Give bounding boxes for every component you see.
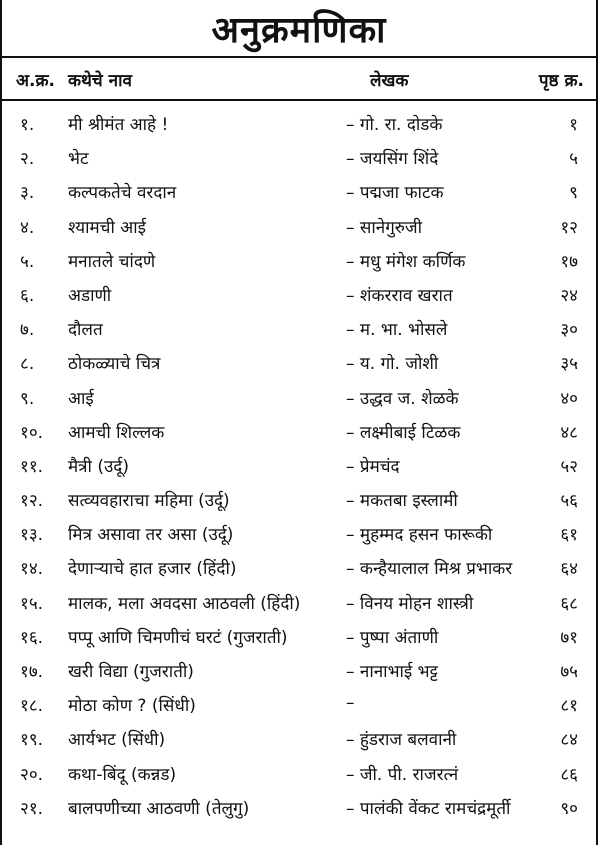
entry-title: अडाणी (68, 285, 112, 306)
entry-page: ३५ (560, 354, 578, 375)
entry-number: १२. (20, 491, 44, 512)
entry-title: मालक, मला अवदसा आठवली (हिंदी) (68, 593, 301, 614)
entry-author: – मुहम्मद हसन फारूकी (346, 525, 493, 546)
table-row (2, 454, 596, 488)
entry-title: पप्पू आणि चिमणीचं घरटं (गुजराती) (68, 627, 288, 648)
entry-author: – जयसिंग शिंदे (346, 149, 439, 170)
entry-number: २. (20, 149, 35, 170)
entry-number: ८. (20, 354, 35, 375)
entry-page: ९ (569, 183, 578, 204)
entry-author: – (346, 693, 355, 714)
table-row (2, 762, 596, 796)
entry-title: मित्र असावा तर असा (उर्दू) (68, 525, 234, 546)
entry-page: ९० (560, 798, 578, 819)
entry-number: १५. (20, 593, 44, 614)
entry-title: मोठा कोण ? (सिंधी) (68, 696, 196, 717)
header-author: लेखक (370, 71, 409, 91)
entry-title: खरी विद्या (गुजराती) (68, 662, 194, 682)
table-row (2, 556, 596, 590)
entry-number: १६. (20, 627, 44, 648)
entry-title: सत्व्यवहाराचा महिमा (उर्दू) (68, 491, 230, 512)
entry-number: १८. (20, 696, 44, 717)
entry-author: – सानेगुरुजी (346, 217, 422, 238)
entry-author: – य. गो. जोशी (346, 354, 439, 375)
entry-number: ९. (20, 388, 35, 409)
title-divider (2, 56, 596, 58)
entry-page: ८१ (560, 696, 578, 717)
entry-page: ५६ (560, 491, 578, 512)
entry-page: ३० (560, 320, 578, 341)
table-row (2, 215, 596, 249)
header-page: पृष्ठ क्र. (538, 71, 584, 91)
entry-page: ६८ (560, 593, 578, 614)
table-row (2, 146, 596, 180)
table-row (2, 727, 596, 761)
table-row (2, 591, 596, 625)
entry-number: ११. (20, 456, 44, 477)
entry-title: भेट (68, 149, 89, 170)
entry-title: आई (68, 388, 94, 409)
entry-author: – लक्ष्मीबाई टिळक (346, 422, 461, 443)
entry-author: – मकतबा इस्लामी (346, 491, 458, 512)
entry-number: १०. (20, 422, 44, 443)
table-row (2, 180, 596, 214)
entry-page: ६४ (560, 559, 578, 580)
entry-title: मनातले चांदणे (68, 251, 156, 272)
entry-page: ७१ (560, 627, 578, 648)
entry-title: देणाऱ्याचे हात हजार (हिंदी) (68, 559, 237, 580)
entry-author: – पालंकी वेंकट रामचंद्रमूर्ती (346, 798, 511, 819)
entry-title: कल्पकतेचे वरदान (68, 183, 177, 204)
entry-number: २०. (20, 764, 44, 785)
table-header (2, 68, 596, 94)
entry-page: १ (569, 115, 578, 135)
entry-number: १९. (20, 730, 44, 751)
entry-number: १. (20, 115, 35, 135)
entry-number: ६. (20, 285, 35, 306)
entry-title: बालपणीच्या आठवणी (तेलुगु) (68, 798, 250, 819)
entry-page: ४८ (560, 422, 578, 443)
entry-title: आर्यभट (सिंधी) (68, 730, 166, 751)
table-row (2, 522, 596, 556)
entry-author: – पद्मजा फाटक (346, 183, 444, 204)
entry-title: मी श्रीमंत आहे ! (68, 115, 169, 135)
entry-number: १४. (20, 559, 44, 580)
entry-page: ४० (560, 388, 578, 409)
table-row (2, 351, 596, 385)
entry-author: – जी. पी. राजरत्नं (346, 764, 459, 785)
entry-author: – विनय मोहन शास्त्री (346, 593, 474, 614)
entry-page: ८४ (560, 730, 578, 751)
table-row (2, 796, 596, 830)
table-row (2, 625, 596, 659)
table-row (2, 386, 596, 420)
entry-number: १३. (20, 525, 44, 546)
table-row (2, 488, 596, 522)
entry-author: – शंकरराव खरात (346, 285, 453, 306)
entry-title: कथा-बिंदू (कन्नड) (68, 764, 177, 785)
entry-author: – नानाभाई भट्ट (346, 662, 438, 682)
entry-author: – गो. रा. दोडके (346, 115, 443, 135)
entry-author: – पुष्पा अंताणी (346, 627, 439, 648)
entry-page: २४ (560, 285, 578, 306)
header-number: अ.क्र. (16, 71, 55, 91)
entry-page: ६१ (560, 525, 578, 546)
entry-title: दौलत (68, 320, 103, 341)
entry-author: – उद्धव ज. शेळके (346, 388, 459, 409)
header-story: कथेचे नाव (68, 71, 132, 91)
entry-author: – प्रेमचंद (346, 456, 400, 477)
header-divider (2, 99, 596, 101)
entry-title: श्यामची आई (68, 217, 146, 238)
entry-author: – कन्हैयालाल मिश्र प्रभाकर (346, 559, 513, 580)
entry-page: ८६ (560, 764, 578, 785)
entry-page: १७ (560, 251, 578, 272)
table-row (2, 420, 596, 454)
entry-number: ४. (20, 217, 35, 238)
page-title: अनुक्रमणिका (211, 10, 387, 51)
entry-title: ठोकळ्याचे चित्र (68, 354, 161, 375)
entry-number: ५. (20, 251, 35, 272)
entry-page: १२ (560, 217, 578, 238)
table-row (2, 249, 596, 283)
entry-author: – हुंडराज बलवानी (346, 730, 457, 751)
entry-title: मैत्री (उर्दू) (68, 456, 129, 477)
entry-number: १७. (20, 662, 44, 682)
table-row (2, 112, 596, 146)
entry-page: ५२ (560, 456, 578, 477)
entry-author: – म. भा. भोसले (346, 320, 448, 341)
entry-page: ७५ (560, 662, 578, 682)
table-row (2, 317, 596, 351)
entry-author: – मधु मंगेश कर्णिक (346, 251, 466, 272)
entry-title: आमची शिल्लक (68, 422, 165, 443)
entry-number: ३. (20, 183, 35, 204)
entry-page: ५ (569, 149, 578, 170)
table-row (2, 659, 596, 693)
entry-number: २१. (20, 798, 44, 819)
table-row (2, 283, 596, 317)
contents-list (2, 112, 596, 830)
entry-number: ७. (20, 320, 35, 341)
table-row (2, 693, 596, 727)
